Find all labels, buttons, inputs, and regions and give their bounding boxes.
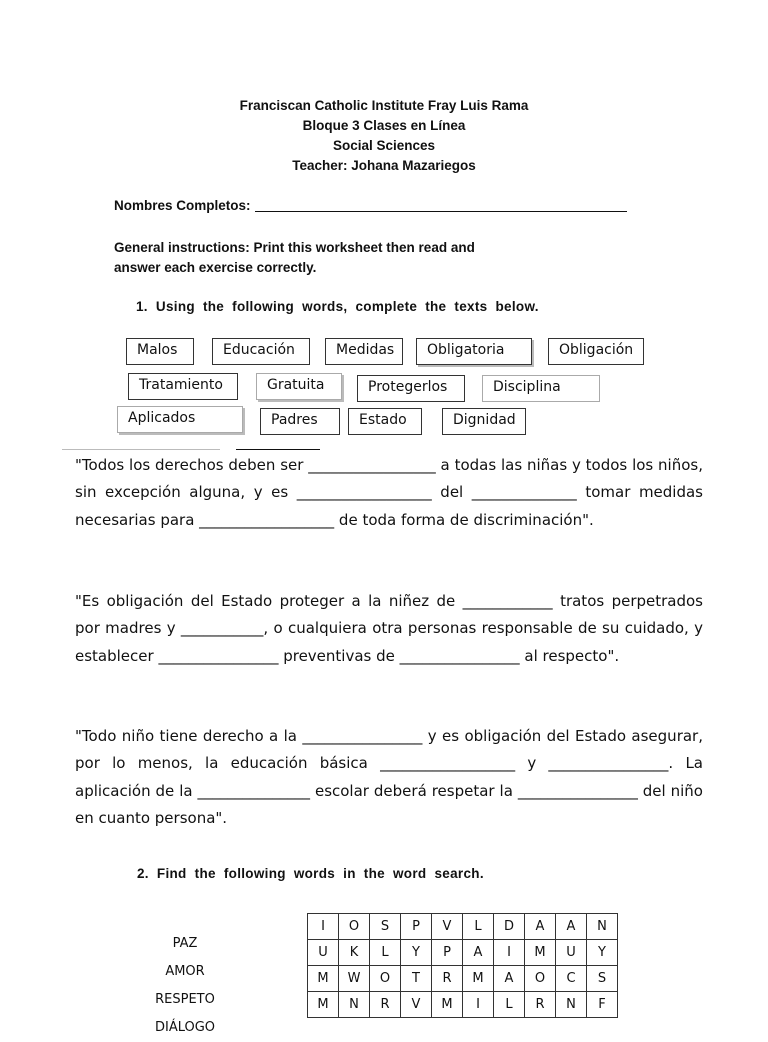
- word-bank-item: Padres: [260, 408, 340, 435]
- word-bank-item: Disciplina: [482, 375, 600, 402]
- grid-cell: Y: [401, 940, 432, 966]
- grid-row: [308, 966, 618, 992]
- word-bank-item: Tratamiento: [128, 373, 238, 400]
- paragraph-1: "Todos los derechos deben ser _________________ a todas las niñas y todos los niños, sin excepción alguna, y es __________________ del ______________ tomar medidas necesarias para __________________ de toda forma de discriminación".: [75, 456, 703, 529]
- grid-cell: O: [525, 966, 556, 992]
- grid-cell: A: [463, 940, 494, 966]
- grid-cell: R: [432, 966, 463, 992]
- separator-line: [62, 449, 320, 450]
- grid-cell: M: [308, 992, 339, 1018]
- word-bank-item: Gratuita: [256, 373, 342, 400]
- grid-cell: R: [525, 992, 556, 1018]
- grid-cell: N: [556, 992, 587, 1018]
- grid-cell: L: [370, 940, 401, 966]
- grid-cell: W: [339, 966, 370, 992]
- grid-cell: N: [339, 992, 370, 1018]
- grid-row: [308, 992, 618, 1018]
- grid-cell: D: [494, 914, 525, 940]
- question-2-heading: 2. Find the following words in the word search.: [137, 866, 484, 881]
- grid-cell: M: [432, 992, 463, 1018]
- word-search-grid: [307, 913, 618, 1018]
- grid-cell: A: [556, 914, 587, 940]
- search-word: AMOR: [165, 964, 205, 979]
- grid-cell: N: [587, 914, 618, 940]
- grid-row: [308, 940, 618, 966]
- grid-cell: O: [370, 966, 401, 992]
- grid-cell: K: [339, 940, 370, 966]
- paragraph-3: "Todo niño tiene derecho a la ________________ y es obligación del Estado asegurar, por lo menos, la educación básica __________________ y ________________. La aplicación de la _______________ escolar deberá respetar la ________________ del niño en cuanto persona".: [75, 727, 703, 827]
- grid-cell: C: [556, 966, 587, 992]
- school-name: Franciscan Catholic Institute Fray Luis Rama: [239, 98, 529, 113]
- word-bank-item: Aplicados: [117, 406, 243, 433]
- grid-cell: P: [401, 914, 432, 940]
- grid-cell: I: [463, 992, 494, 1018]
- subject-title: Social Sciences: [332, 138, 436, 153]
- grid-cell: P: [432, 940, 463, 966]
- grid-cell: A: [525, 914, 556, 940]
- grid-cell: M: [525, 940, 556, 966]
- instructions-line-2: answer each exercise correctly.: [114, 260, 317, 275]
- instructions-line-1: General instructions: Print this worksheet then read and: [114, 240, 475, 255]
- names-blank-line: [255, 211, 627, 212]
- search-word: DIÁLOGO: [154, 1020, 216, 1035]
- grid-cell: I: [308, 914, 339, 940]
- grid-cell: U: [556, 940, 587, 966]
- grid-cell: A: [494, 966, 525, 992]
- search-word: PAZ: [172, 936, 198, 951]
- block-title: Bloque 3 Clases en Línea: [302, 118, 466, 133]
- grid-cell: O: [339, 914, 370, 940]
- grid-cell: U: [308, 940, 339, 966]
- grid-cell: R: [370, 992, 401, 1018]
- word-bank-item: Malos: [126, 338, 194, 365]
- word-bank-item: Medidas: [325, 338, 403, 365]
- grid-cell: L: [494, 992, 525, 1018]
- grid-cell: V: [401, 992, 432, 1018]
- grid-cell: M: [463, 966, 494, 992]
- word-bank-item: Protegerlos: [357, 375, 465, 402]
- word-bank-item: Obligatoria: [416, 338, 532, 365]
- grid-cell: S: [370, 914, 401, 940]
- teacher-name: Teacher: Johana Mazariegos: [292, 158, 476, 173]
- word-bank-item: Dignidad: [442, 408, 526, 435]
- grid-cell: Y: [587, 940, 618, 966]
- grid-cell: I: [494, 940, 525, 966]
- word-bank-item: Educación: [212, 338, 310, 365]
- search-word: RESPETO: [155, 992, 215, 1007]
- grid-row: [308, 914, 618, 940]
- word-bank-item: Obligación: [548, 338, 644, 365]
- grid-cell: T: [401, 966, 432, 992]
- paragraph-2: "Es obligación del Estado proteger a la niñez de ____________ tratos perpetrados por madres y ___________, o cualquiera otra personas responsable de su cuidado, y establecer ________________ preventivas de ________________ al respecto".: [75, 592, 703, 665]
- grid-cell: F: [587, 992, 618, 1018]
- worksheet-header: [0, 96, 768, 176]
- search-word-list: [140, 930, 230, 1042]
- grid-cell: S: [587, 966, 618, 992]
- question-1-heading: 1. Using the following words, complete the texts below.: [136, 299, 539, 314]
- general-instructions: [114, 238, 554, 278]
- grid-cell: V: [432, 914, 463, 940]
- names-label: Nombres Completos:: [114, 198, 251, 213]
- grid-cell: L: [463, 914, 494, 940]
- names-field: [114, 198, 627, 213]
- word-bank-item: Estado: [348, 408, 422, 435]
- grid-cell: M: [308, 966, 339, 992]
